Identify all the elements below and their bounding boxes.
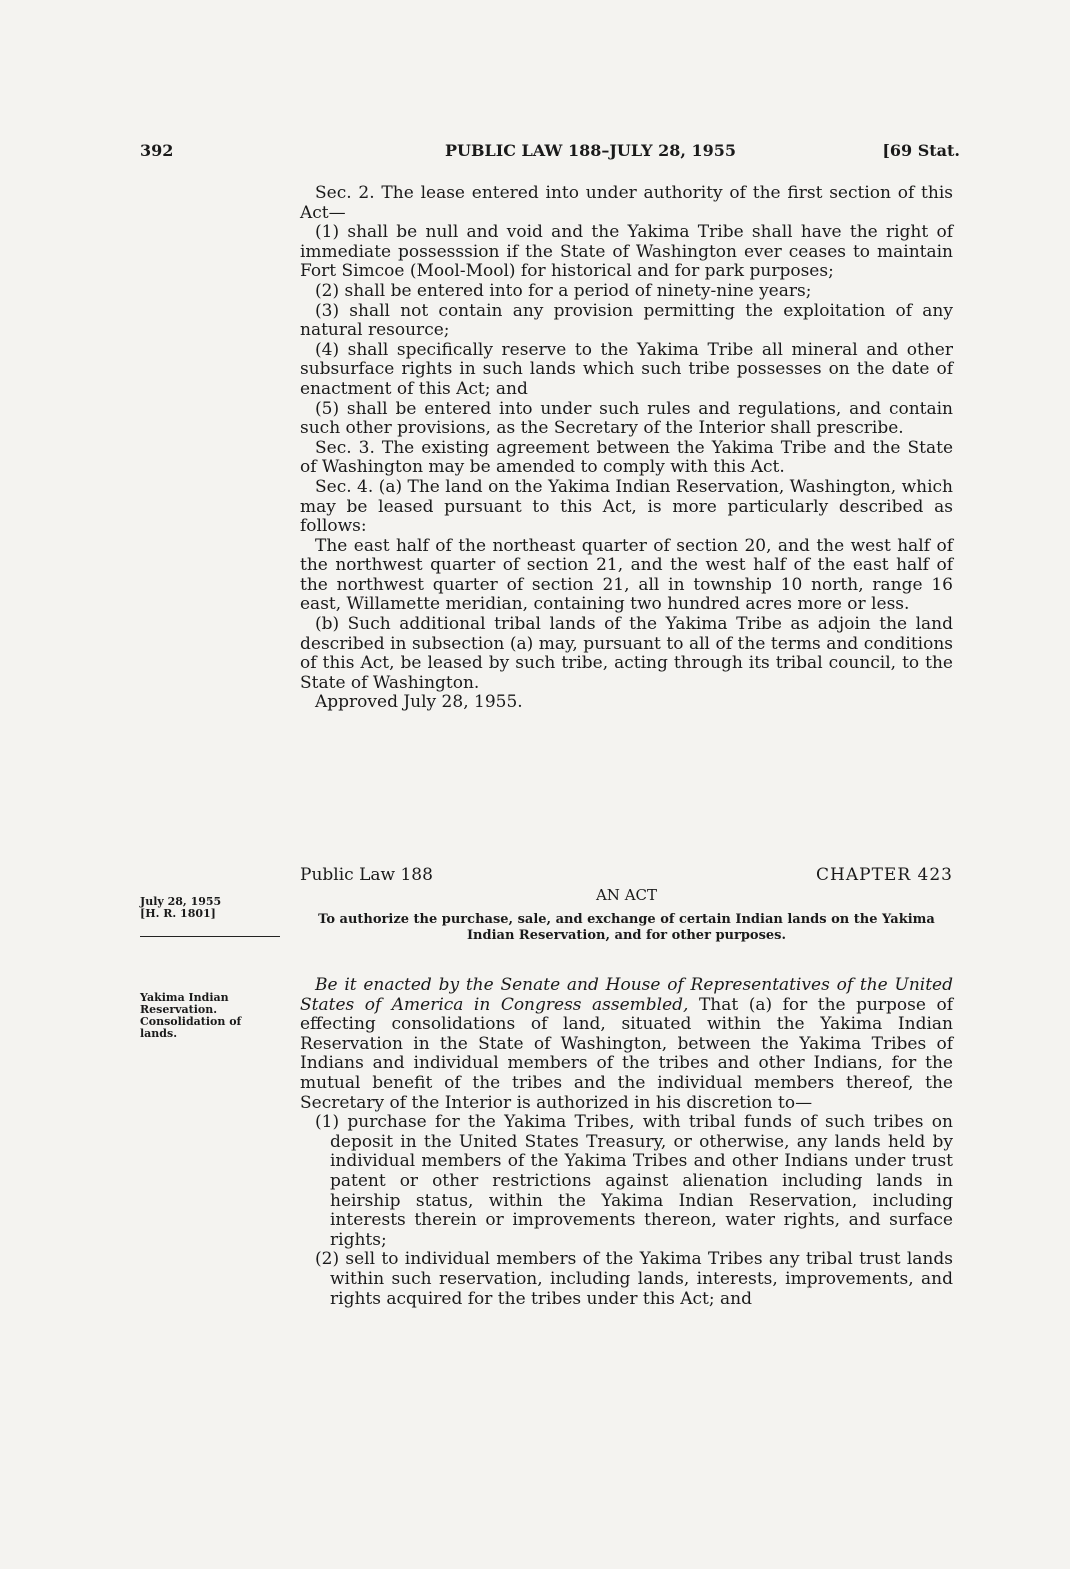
margin-rule — [140, 936, 280, 937]
law-title-line — [300, 865, 953, 887]
new-clause-1: (1) purchase for the Yakima Tribes, with tribal funds of such tribes on deposit in the United States Treasury, or otherwise, any lands held by individual members of the Yakima Tribes and other Indians under trust patent or other restrictions against alienation including lands in heirship status, within the Yakima Indian Reservation, including interests therein or improvements thereon, water rights, and surface rights; — [315, 1112, 953, 1250]
chapter-number: CHAPTER 423 — [816, 865, 953, 885]
volume-reference: [69 Stat. — [882, 141, 960, 160]
margin-note-4: lands. — [140, 1027, 178, 1040]
section-2-clause-3: (3) shall not contain any provision permitting the exploitation of any natural resource; — [300, 300, 953, 341]
enacting-paragraph — [300, 976, 953, 1113]
section-3: Sec. 3. The existing agreement between the Yakima Tribe and the State of Washington may be amended to comply with this Act. — [300, 437, 953, 478]
section-2-clause-4: (4) shall specifically reserve to the Yakima Tribe all mineral and other subsurface rights in such lands which such tribe possesses on the date of enactment of this Act; and — [300, 339, 953, 399]
approved-line: Approved July 28, 1955. — [315, 692, 523, 713]
margin-note-1: Yakima Indian — [140, 991, 229, 1004]
enactment-block — [300, 976, 953, 1309]
an-act-heading: AN ACT — [595, 886, 658, 904]
public-law-number: Public Law 188 — [300, 865, 433, 885]
margin-bill: [H. R. 1801] — [140, 907, 216, 920]
section-4a: Sec. 4. (a) The land on the Yakima Indian Reservation, Washington, which may be leased pursuant to this Act, is more particularly described as follows: — [300, 476, 953, 537]
act-title: To authorize the purchase, sale, and exchange of certain Indian lands on the Yakima Indian Reservation, and for other purposes. — [318, 912, 935, 943]
margin-note-3: Consolidation of — [140, 1015, 242, 1028]
margin-date: July 28, 1955 — [140, 895, 222, 908]
enacting-body: That (a) for the purpose of effecting consolidations of land, situated within the Yakima Indian Reservation in the State of Washington, between the Yakima Tribes of Indians and individual members of the tribes and other Indians, for the mutual benefit of the tribes and the individual members thereof, the Secretary of the Interior is authorized in his discretion to— — [300, 994, 953, 1113]
page-title: PUBLIC LAW 188–JULY 28, 1955 — [445, 141, 737, 160]
section-2-clause-1: (1) shall be null and void and the Yakima Tribe shall have the right of immediate possesssion if the State of Washington ever ceases to maintain Fort Simcoe (Mool-Mool) for historical and for park purposes; — [300, 222, 953, 282]
margin-note-2: Reservation. — [140, 1003, 218, 1016]
enacting-clause: Be it enacted by the Senate and House of Representatives of the United States of America in Congress assembled, — [300, 975, 953, 1015]
section-4b: (b) Such additional tribal lands of the Yakima Tribe as adjoin the land described in subsection (a) may, pursuant to all of the terms and conditions of this Act, be leased by such tribe, acting through its tribal council, to the State of Washington. — [300, 614, 953, 693]
land-description: The east half of the northeast quarter of section 20, and the west half of the northwest quarter of section 21, and the west half of the east half of the northwest quarter of section 21, all in township 10 north, range 16 east, Willamette meridian, containing two hundred acres more or less. — [300, 535, 953, 615]
section-2-clause-5: (5) shall be entered into under such rules and regulations, and contain such other provisions, as the Secretary of the Interior shall prescribe. — [300, 398, 953, 439]
section-2-clause-2: (2) shall be entered into for a period of ninety-nine years; — [315, 280, 812, 301]
new-clause-2: (2) sell to individual members of the Yakima Tribes any tribal trust lands within such reservation, including lands, interests, improvements, and rights acquired for the tribes under this Act; and — [315, 1249, 953, 1309]
running-header — [140, 141, 960, 165]
section-2-intro: Sec. 2. The lease entered into under authority of the first section of this Act— — [300, 183, 953, 223]
section-2-block — [300, 184, 953, 713]
page-number: 392 — [140, 141, 174, 160]
